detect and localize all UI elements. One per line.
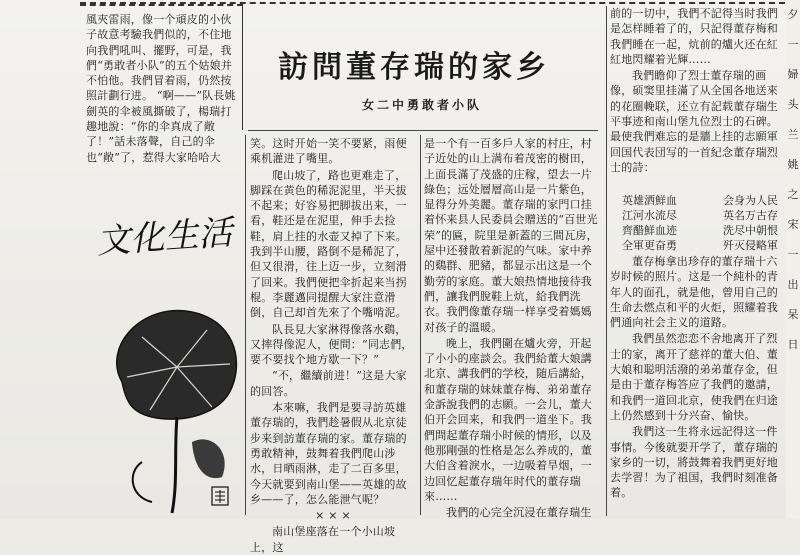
col4-paragraph: 前的一切中，我們不記得当时我們是怎样睡着了的，只記得董存梅和我們睡在一起，炕前的爐火还在紅紅地閃耀着光輝……	[610, 7, 778, 66]
col2-paragraph: “不，繼續前进！”这是大家的回答。	[250, 369, 407, 398]
col3-paragraph: 我們的心完全沉浸在董存瑞生	[446, 506, 592, 520]
section-separator: × × ×	[315, 509, 351, 523]
strip-glyph: 头	[787, 98, 799, 111]
col3-paragraph: 是一个有一百多戶人家的村庄，村子近处的山上满布着茂密的樹田，上面長滿了茂盛的庄稼，望去一片綠色；远处層層高山是一片紫色，显得分外美麗。董存瑞的家門口挂着怀来县人民委員会贈送的“百世光荣”的匾，院里是新蓋的三間瓦房，屋中还發散着新泥的气味。家中养的鷄群、肥豬，都显示出这是一个勤劳的家庭。董大娘热情地接待我們，讓我們脫鞋上炕，給我們洗衣。我們像董存瑞一样享受着媽媽对孩子的溫暖。	[424, 137, 598, 334]
poem-verse: 全軍更奋勇	[622, 239, 677, 252]
intro-text: 風夾雷雨，像一个頑皮的小伙子故意考驗我們似的，不住地向我們吼叫、擺野，可是，我們“勇敢者小队”的五个姑娘并不怕他。我們冒着雨，仍然按照計劃行进。 “啊——”队長姚劍英的伞被風撕破了，楊瑞打趣地說：“你的伞真成了敞了！”話未落聲，自己的伞也“敞”了，惹得大家哈哈大	[86, 13, 236, 164]
intro-box	[80, 4, 243, 164]
col2-paragraph: 南山堡座落在一个小山坡上，这	[250, 525, 396, 554]
col2-paragraph: 爬山坡了，路也更难走了，脚踩在黄色的稀泥泥里，半天拔不起来；好容易把脚拔出来，一看，鞋还是在泥里，伸手去捡鞋，肩上挂的水壶又掉了下来。我到半山腰，路倒不是稀泥了，但又很滑，往上迈一步，立刻滑了回来。我們便把伞折起来当拐棍。李麗邁同提醒大家注意滑倒，自己却首先來了个嘴啃泥。	[250, 168, 407, 320]
col4-paragraph: 我們虽然恋恋不舍地离开了烈士的家，离开了慈祥的董大伯、董大娘和聪明活潑的弟弟董存金，但是由于董存梅答应了我們的邀請，和我們一道回北京，使我們在归途上仍然感到十分兴奋、愉快。	[610, 332, 778, 422]
column-rule-3	[606, 6, 607, 516]
col2-paragraph: 队長見大家淋得像落水鷄，又摔得像泥人，便問：“同志們，要不要找个地方歇一下？”	[250, 322, 413, 367]
strip-glyph: 之	[787, 188, 799, 201]
memorial-poem	[614, 193, 784, 253]
lotus-illustration	[82, 132, 247, 513]
adjacent-column-strip	[786, 0, 800, 519]
strip-glyph: 一	[787, 38, 799, 51]
strip-glyph: 日	[787, 338, 799, 351]
poem-verse: 歼灭侵略軍	[723, 239, 778, 252]
strip-glyph: 一	[787, 248, 799, 261]
column-rule-1	[245, 135, 246, 515]
strip-glyph: 呆	[787, 308, 799, 321]
poem-verse: 英雄洒鮮血	[622, 194, 677, 207]
column-3	[424, 136, 602, 520]
col4-paragraph: 我們瞻仰了烈士董存瑞的画像，硕窦里挂滿了从全国各地送來的花圈輓联，还立有記载董存瑞生平事迹和南山堡九位烈士的石碑。最使我們难忘的是牆上挂的志願軍回国代表団写的一首紀念董存瑞烈士的詩：	[610, 69, 778, 174]
poem-verse: 洗尽中朝恨	[723, 224, 778, 237]
strip-glyph: 姚	[787, 158, 799, 171]
strip-glyph: 夕	[787, 8, 799, 21]
column-4-bottom	[610, 254, 784, 516]
poem-verse: 齊醋鮮血迹	[622, 224, 677, 237]
column-4-top	[610, 6, 784, 192]
poem-verse: 江河水流尽	[622, 209, 677, 222]
strip-glyph: 兰	[787, 128, 799, 141]
article-title: 訪問董存瑞的家乡	[278, 50, 550, 85]
poem-verse: 会身为人民	[723, 194, 778, 207]
strip-glyph: 出	[787, 278, 799, 291]
col3-paragraph: 晚上，我們圍在爐火旁，开起了小小的座談会。我們給董大娘講北京、講我們的学校，随后講給，和董存瑞的妹妹董存梅、弟弟董存金訴說我們的志願。一会儿，董大伯开会回来，和我們一道坐下。我們問起董存瑞小时候的情形，以及他那剛强的性格是怎么养成的，董大伯含着淚水，一边吸着旱烟，一边回忆起董存瑞年时代的董存瑞來……	[424, 336, 592, 503]
strip-glyph: 婦	[787, 68, 799, 81]
col2-paragraph: 本來嘛，我們是要寻訪英雄董存瑞的，我們趁暑假从北京徒步来到訪董存瑞的家。董存瑞的勇敢精神，鼓舞着我們爬山涉水，日晒雨淋，走了二百多里，今天就要到南山堡——英雄的故乡——了，怎么能泄气呢？	[250, 401, 407, 506]
illustration-caption: 文化生活	[95, 212, 234, 263]
col4-paragraph: 董存梅拿出珍存的董存瑞十六岁时候的照片。这是一个純朴的青年人的面孔，就是他，曾用自己的生命去燃点和平的火炬，照耀着我們通向社会主义的道路。	[610, 255, 778, 330]
lotus-leaf-drawing	[117, 311, 237, 513]
col4-paragraph: 我們这一生将永远記得这一件事情。今後就要开学了，董存瑞的家乡的一切，將鼓舞着我們更好地去学習！为了祖国，我們时刻准备着。	[610, 425, 778, 500]
column-2	[250, 136, 416, 554]
header-rule	[248, 130, 598, 131]
poem-line	[614, 208, 784, 223]
strip-glyph: 宋	[787, 218, 799, 231]
column-rule-2	[420, 135, 421, 515]
poem-verse: 英名万古存	[723, 209, 778, 222]
poem-line	[614, 193, 784, 208]
col2-paragraph: 笑。这时开始一笑不要紧，雨便乘机灌进了嘴里。	[250, 137, 407, 166]
article-byline: 女二中勇敢者小队	[362, 98, 483, 112]
poem-line	[614, 238, 784, 253]
poem-line	[614, 223, 784, 238]
